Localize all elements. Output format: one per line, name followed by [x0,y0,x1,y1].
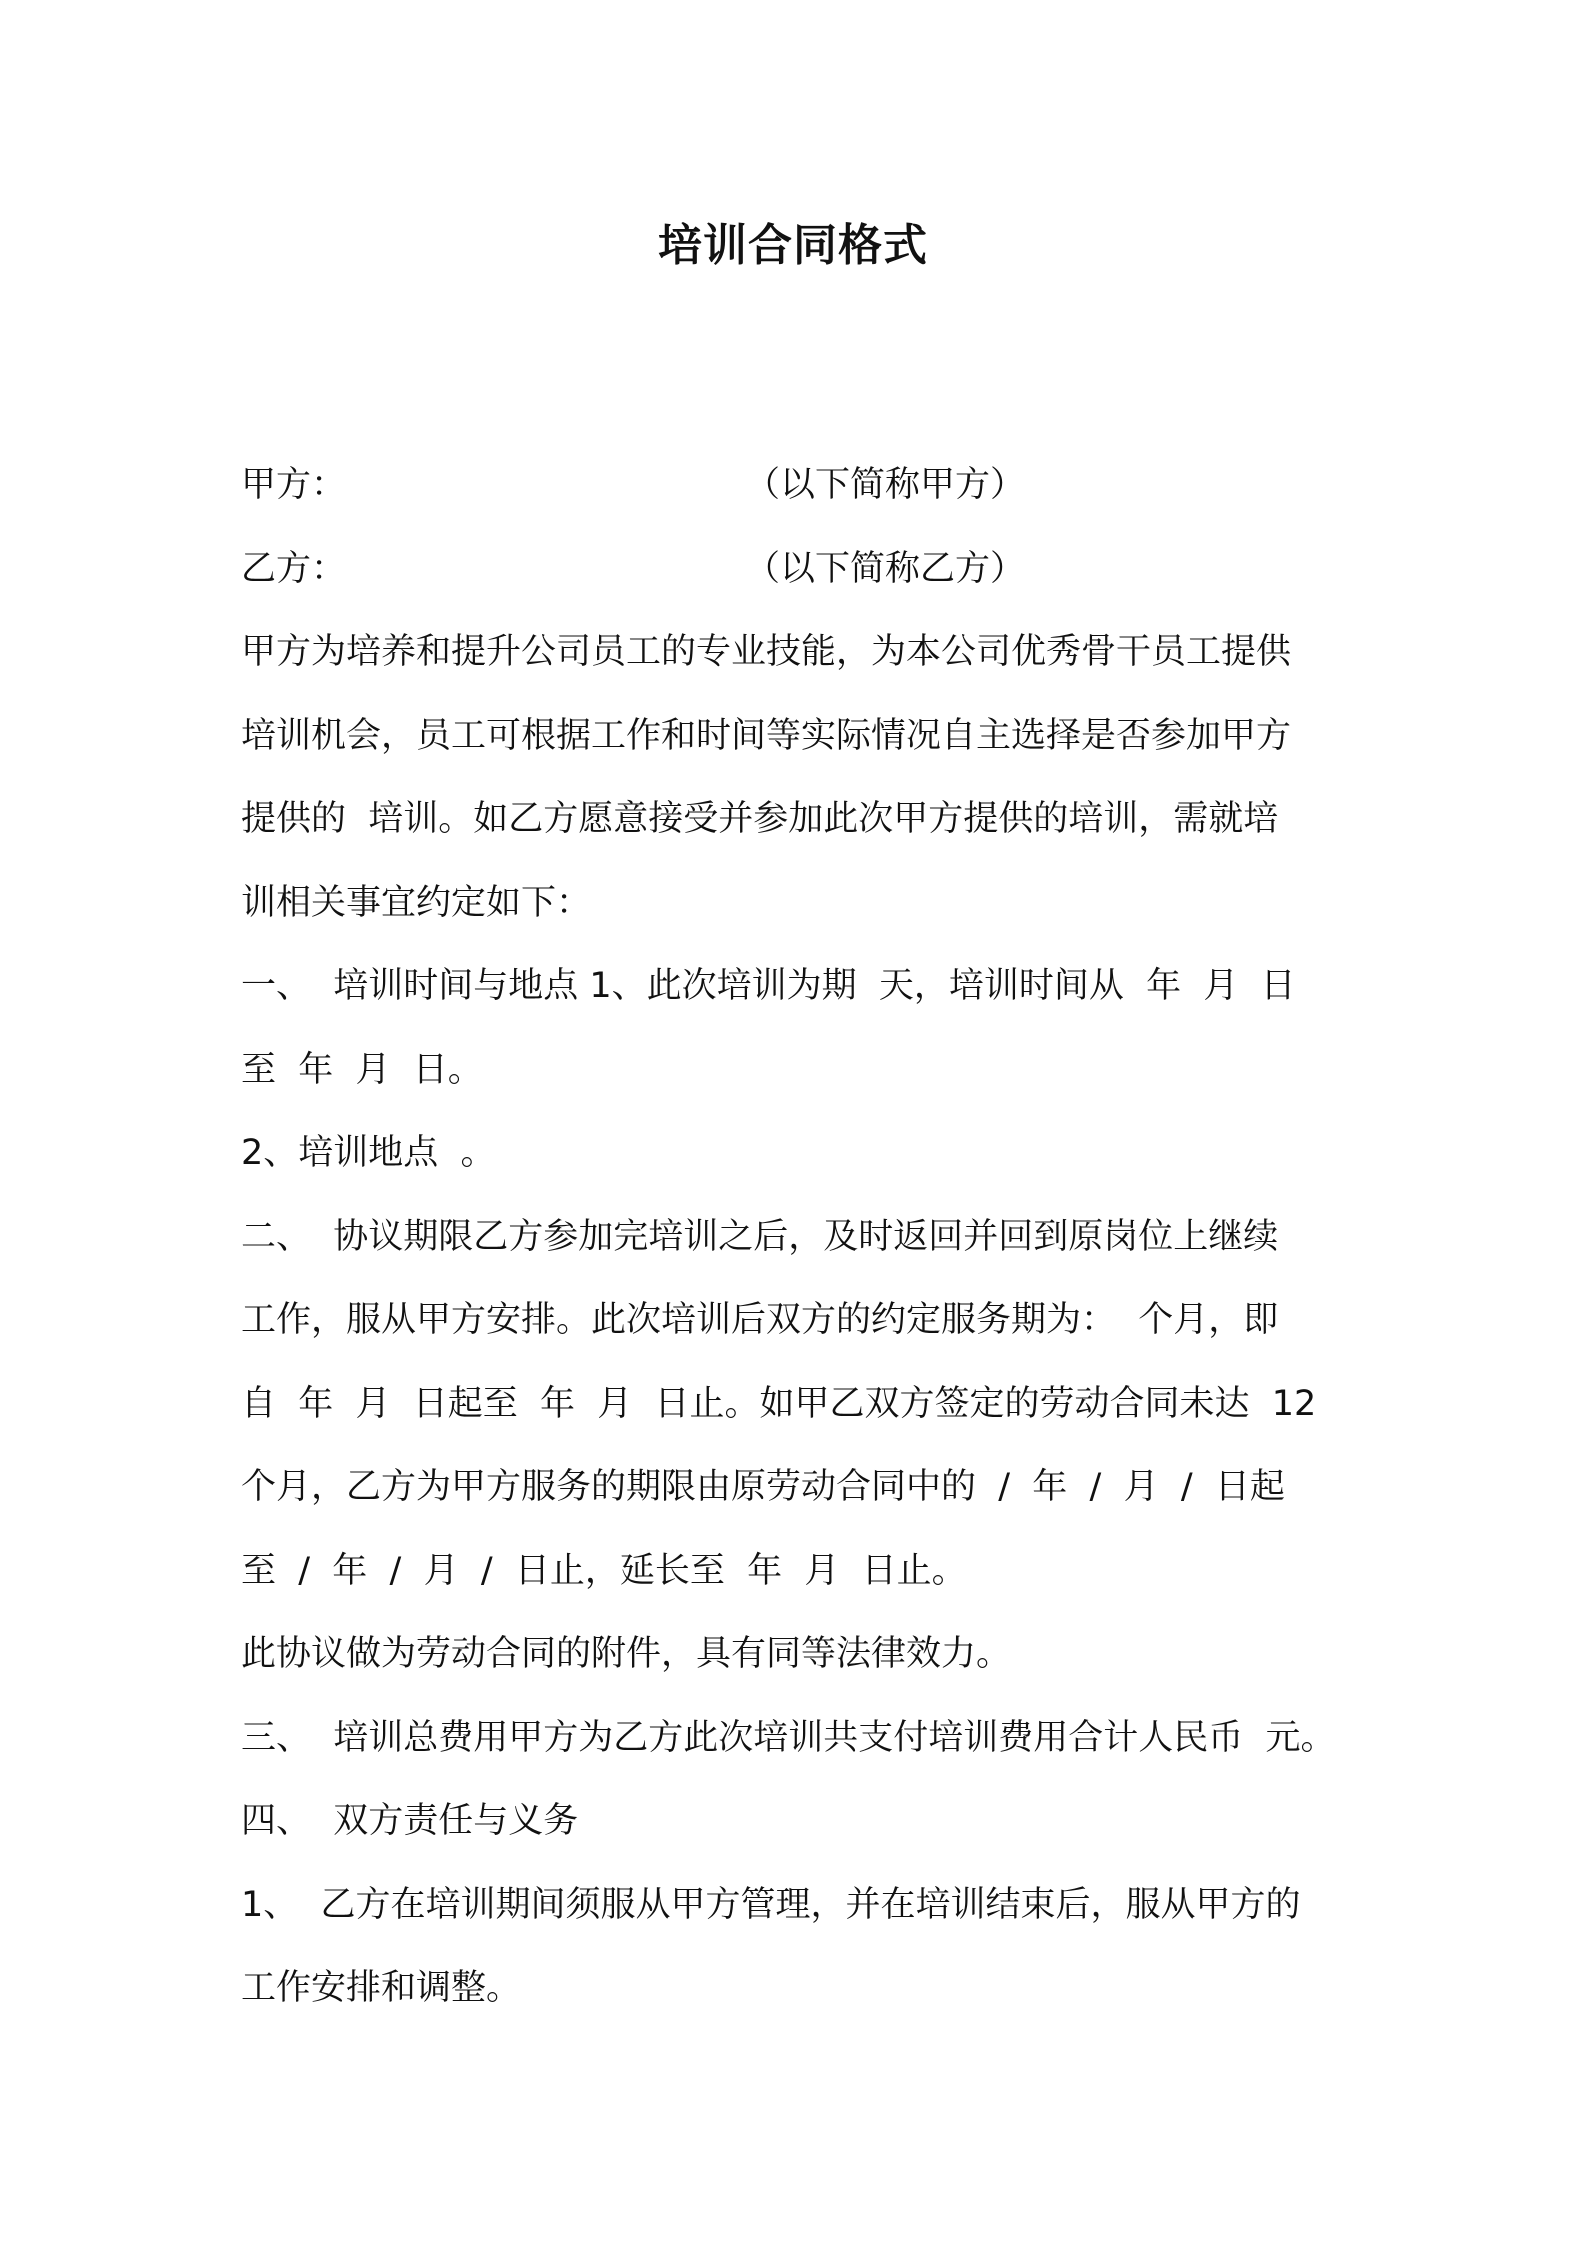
paragraph-line: 至 / 年 / 月 / 日止，延长至 年 月 日止。 [241,1550,967,1591]
section-heading-line: 四、 双方责任与义务 [241,1801,579,1841]
paragraph-line: 此协议做为劳动合同的附件，具有同等法律效力。 [241,1634,1012,1674]
section-heading-line: 一、 培训时间与地点 1、此次培训为期 天，培训时间从 年 月 日 [241,966,1296,1006]
party-b-line [241,528,1361,612]
paragraph-line: 工作安排和调整。 [241,1968,522,2008]
party-a-note: （以下简称甲方） [745,465,1026,505]
section-heading-line: 二、 协议期限乙方参加完培训之后，及时返回并回到原岗位上继续 [241,1216,1279,1257]
party-b-label: 乙方： [241,548,347,589]
paragraph-line: 2、培训地点 。 [241,1133,496,1173]
paragraph-line: 个月，乙方为甲方服务的期限由原劳动合同中的 / 年 / 月 / 日起 [241,1467,1285,1507]
paragraph-line: 提供的 培训。如乙方愿意接受并参加此次甲方提供的培训，需就培 [241,799,1279,839]
party-a-line [241,444,1361,528]
paragraph-line: 甲方为培养和提升公司员工的专业技能，为本公司优秀骨干员工提供 [241,632,1292,672]
paragraph-line: 培训机会，员工可根据工作和时间等实际情况自主选择是否参加甲方 [241,715,1292,756]
paragraph-line: 至 年 月 日。 [241,1049,483,1090]
document-title: 培训合同格式 [658,220,928,271]
paragraph-line: 自 年 月 日起至 年 月 日止。如甲乙双方签定的劳动合同未达 12 [241,1383,1317,1424]
paragraph-line: 1、 乙方在培训期间须服从甲方管理，并在培训结束后，服从甲方的 [241,1884,1301,1925]
paragraph-line: 工作，服从甲方安排。此次培训后双方的约定服务期为： 个月，即 [241,1300,1279,1340]
document-body [241,444,1361,2031]
section-heading-line: 三、 培训总费用甲方为乙方此次培训共支付培训费用合计人民币 元。 [241,1717,1336,1758]
party-b-note: （以下简称乙方） [745,548,1026,589]
paragraph-line: 训相关事宜约定如下： [241,882,592,923]
party-a-label: 甲方： [241,465,347,505]
